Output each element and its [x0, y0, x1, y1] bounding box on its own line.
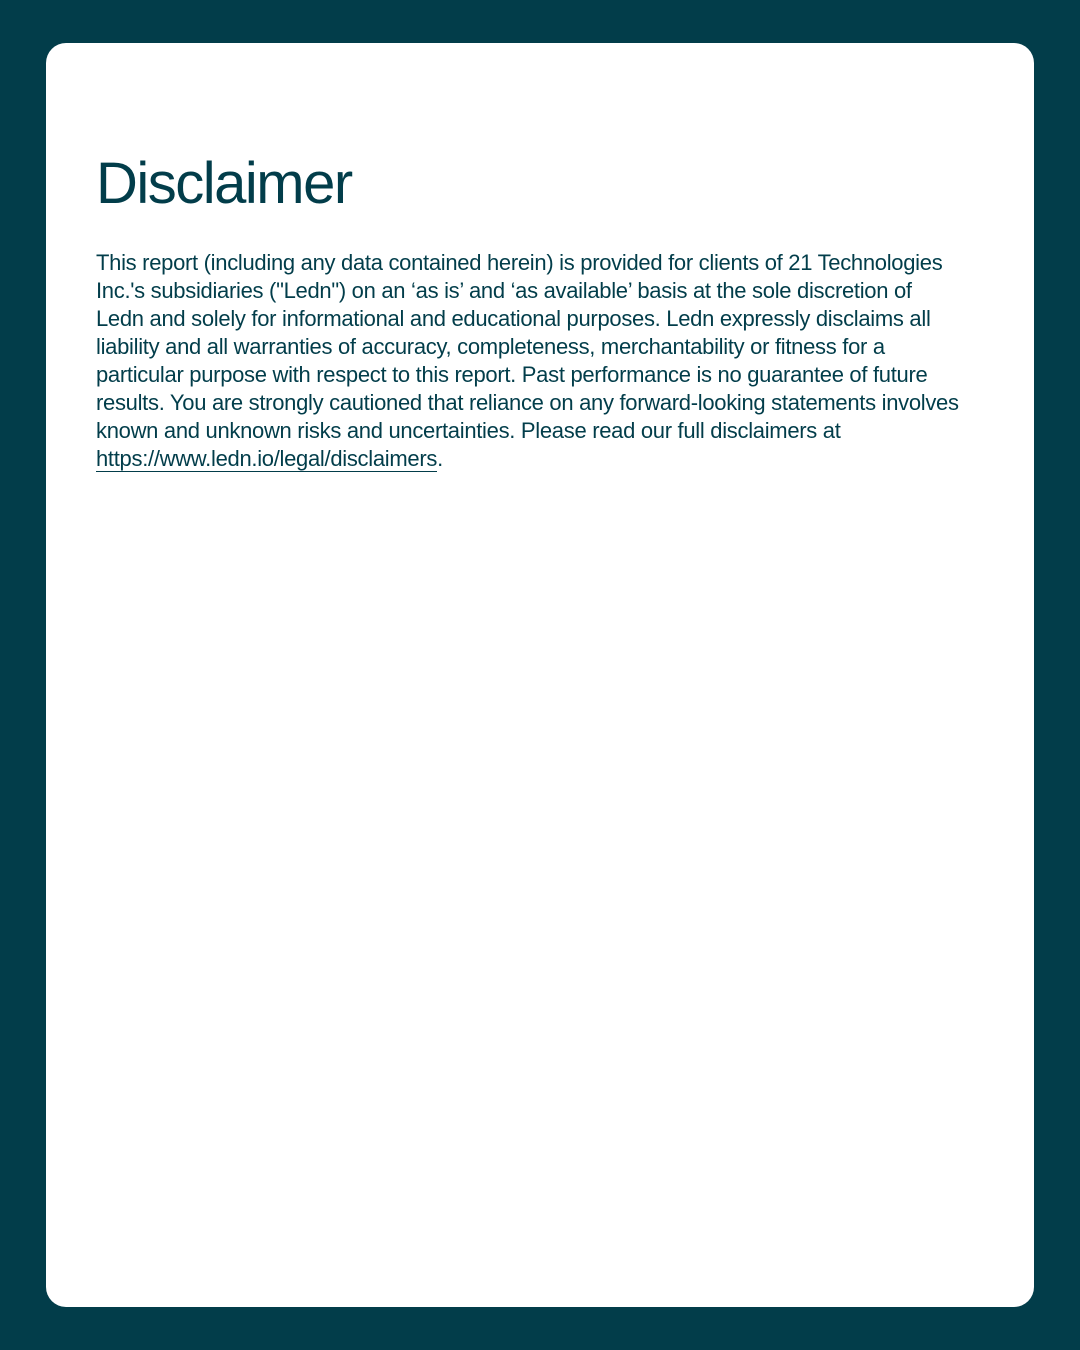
page-title: Disclaimer — [96, 151, 352, 216]
disclaimer-card — [46, 43, 1034, 1307]
disclaimer-trailing: . — [437, 446, 443, 471]
disclaimer-text — [96, 249, 960, 473]
disclaimer-body: This report (including any data contained herein) is provided for clients of 21 Technologies Inc.'s subsidiaries ("Ledn") on an ‘as is’ and ‘as available’ basis at the sole discretion of Ledn and solely for informational and educational purposes. Ledn expressly disclaims all liability and all warranties of accuracy, completeness, merchantability or fitness for a particular purpose with respect to this report. Past performance is no guarantee of future results. You are strongly cautioned that reliance on any forward-looking statements involves known and unknown risks and uncertainties. Please read our full disclaimers at — [96, 250, 959, 443]
disclaimers-link[interactable]: https://www.ledn.io/legal/disclaimers — [96, 446, 438, 471]
